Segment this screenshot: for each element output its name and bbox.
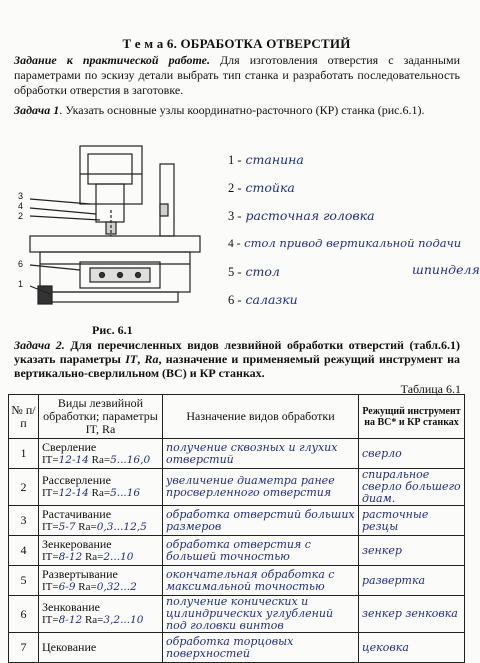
row-type [39,566,163,596]
fig-label-3: 3 [18,191,24,201]
answer-3: 3 - расточная головка [228,208,375,223]
table-row [9,633,465,663]
answer-2: 2 - стойка [228,180,295,195]
operation-name: Растачивание [42,506,112,521]
col-header-purpose: Назначение видов обработки [163,395,359,439]
it-value: 12-14 [58,453,89,466]
it-value: 8-12 [58,550,83,563]
row-type [39,633,163,663]
task-paragraph [14,53,460,98]
row-num: 3 [9,506,39,536]
col-header-num: № п/п [9,395,39,439]
it-value: 8-12 [58,614,83,626]
table-row [9,596,465,633]
answer-5: 5 - стол [228,264,280,279]
operation-name: Зенкерование [42,536,112,551]
task2-paragraph: Задача 2. Для перечисленных видов лезвийной обработки отверстий (табл.6.1) указать параметры IT, Ra, назначение и применяемый режущий инструмент на вертикально-сверлильном (ВС) и КР станках. [14,338,461,380]
fig-label-4: 4 [18,201,24,211]
task2-label: Задача 2. [14,338,65,352]
operation-name: Цекование [42,640,97,654]
row-tool: цековка [359,633,465,663]
operation-name: Рассверление [42,473,111,487]
row-tool: спиральное сверло большего диам. [359,469,465,506]
operation-params: IT=6-9 Ra=0,32...2 [42,580,137,593]
table-row [9,566,465,596]
operation-name: Сверление [42,439,97,454]
task1-label: Задача 1 [14,103,60,117]
table-caption: Таблица 6.1 [400,382,461,396]
row-purpose: окончательная обработка с максимальной точностью [163,566,359,596]
col-header-type: Виды лезвийной обработки; параметры IT, Ra [39,395,163,439]
row-tool: зенкер зенковка [359,596,465,633]
operations-table [8,394,465,663]
ra-value: 5...16 [110,487,141,499]
row-purpose: увеличение диаметра ранее просверленного отверстия [163,469,359,506]
machine-drawing [10,144,200,322]
row-type [39,506,163,536]
row-purpose: обработка торцовых поверхностей [163,633,359,663]
fig-label-2: 2 [18,211,24,221]
answer-6: 6 - салазки [228,292,298,307]
operation-params: IT=8-12 Ra=3,2...10 [42,614,144,626]
operation-params: IT=5-7 Ra=0,3...12,5 [42,520,147,533]
ra-value: 0,32...2 [96,580,137,593]
operation-params: IT=8-12 Ra=2...10 [42,550,134,563]
operation-params: IT=12-14 Ra=5...16,0 [42,453,151,466]
ra-value: 2...10 [103,550,134,563]
table-row [9,536,465,566]
ra-value: 0,3...12,5 [96,520,147,533]
table-header-row [9,395,465,439]
row-purpose: получение конических и цилиндрических углублений под головки винтов [163,596,359,633]
answer-4: 4 - стол привод вертикальной подачи [228,236,462,250]
col-header-tool: Режущий инструмент на ВС* и КР станках [359,395,465,439]
row-tool: расточные резцы [359,506,465,536]
page-title: Т е м а 6. ОБРАБОТКА ОТВЕРСТИЙ [122,36,351,51]
task-label: Задание к практической работе. [14,53,210,67]
operation-name: Развертывание [42,566,118,581]
row-purpose: обработка отверстия с большей точностью [163,536,359,566]
answer-4-continuation: шпинделя [412,262,480,277]
operation-name: Зенкование [42,600,100,614]
row-purpose: получение сквозных и глухих отверстий [163,439,359,469]
row-num: 1 [9,439,39,469]
row-num: 4 [9,536,39,566]
row-tool: зенкер [359,536,465,566]
row-tool: сверло [359,439,465,469]
fig-label-6: 6 [18,259,24,269]
fig-label-1: 1 [18,279,24,289]
row-num: 7 [9,633,39,663]
row-type [39,439,163,469]
task1-text: . Указать основные узлы координатно-расточного (КР) станка (рис.6.1). [59,103,425,117]
it-value: 5-7 [58,520,76,533]
task-text: Для изготовления отверстия с заданными параметрами по эскизу детали выбрать тип станка и разработать последовательность обработки отверстия в заготовке. [14,53,461,97]
row-tool: развертка [359,566,465,596]
row-num: 2 [9,469,39,506]
figure-caption: Рис. 6.1 [92,323,133,337]
operation-params: IT=12-14 Ra=5...16 [42,487,141,499]
it-value: 12-14 [58,487,89,499]
ra-value: 3,2...10 [103,614,144,626]
row-purpose: обработка отверстий больших размеров [163,506,359,536]
ra-value: 5...16,0 [110,453,151,466]
task1-paragraph [14,103,460,118]
row-type [39,596,163,633]
row-num: 6 [9,596,39,633]
answer-1: 1 - станина [228,152,304,167]
table-row [9,469,465,506]
row-type [39,469,163,506]
table-row [9,439,465,469]
it-value: 6-9 [58,580,76,593]
table-row [9,506,465,536]
row-num: 5 [9,566,39,596]
row-type [39,536,163,566]
